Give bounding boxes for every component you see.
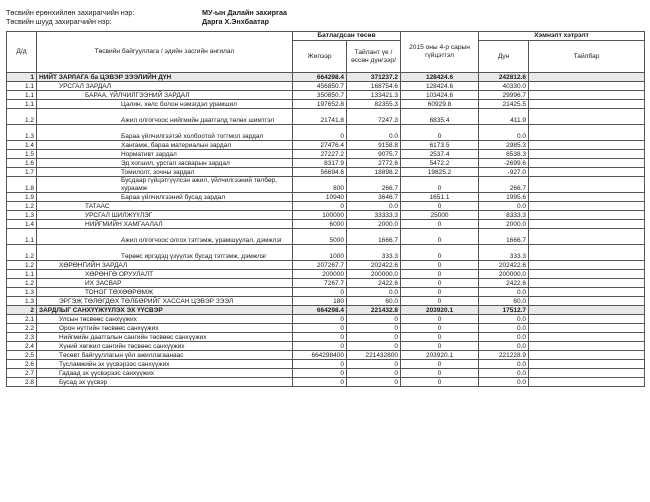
row-note [529, 229, 645, 245]
column-header-report-period: Тайлант үе /өссөн дүнгээр/ [347, 41, 401, 73]
row-note [529, 73, 645, 82]
row-name: Тусламжийн эх үүсвэрээс санхүүжих [37, 360, 293, 369]
table-row [7, 297, 645, 306]
row-number: 1.3 [7, 297, 37, 306]
row-number: 1.2 [7, 202, 37, 211]
row-name: Цалин, хөлс болон нэмэгдэл урамшил [37, 100, 293, 109]
table-row [7, 245, 645, 261]
row-report-period: 2422.6 [347, 279, 401, 288]
row-name: Ажил олгогчоос олгох тэтгэмж, урамшуулал, дэмжлэг [37, 229, 293, 245]
row-name: ЭРГЭЖ ТӨЛӨГДӨХ ТӨЛБӨРИЙГ ХАССАН ЦЭВЭР ЗЭЭЛ [37, 297, 293, 306]
row-number: 2.2 [7, 324, 37, 333]
row-note [529, 159, 645, 168]
row-name: Улсын төсвөөс санхүүжих [37, 315, 293, 324]
table-row [7, 315, 645, 324]
row-report-period: 2000.0 [347, 220, 401, 229]
row-name: Нормативт зардал [37, 150, 293, 159]
table-row [7, 270, 645, 279]
row-approved: 0 [293, 202, 347, 211]
row-approved: 0 [293, 315, 347, 324]
table-row [7, 324, 645, 333]
row-report-period: 200000.0 [347, 270, 401, 279]
row-performance: 0 [401, 125, 479, 141]
row-approved: 180 [293, 297, 347, 306]
row-performance: 0 [401, 288, 479, 297]
row-report-period: 0.0 [347, 202, 401, 211]
row-performance: 0 [401, 245, 479, 261]
row-name: ИХ ЗАСВАР [37, 279, 293, 288]
row-approved: 27227.2 [293, 150, 347, 159]
table-row [7, 193, 645, 202]
row-approved: 456850.7 [293, 82, 347, 91]
row-approved: 350850.7 [293, 91, 347, 100]
row-number: 1.4 [7, 141, 37, 150]
row-report-period: 82355.3 [347, 100, 401, 109]
row-performance: 0 [401, 229, 479, 245]
table-row [7, 288, 645, 297]
row-diff-amount: 242812.6 [479, 73, 529, 82]
row-approved: 0 [293, 324, 347, 333]
row-number: 1.1 [7, 100, 37, 109]
budget-manager-label: Төсвийн ерөнхийлөн захирагчийн нэр: [6, 8, 135, 17]
row-diff-amount: 0.0 [479, 202, 529, 211]
row-performance: 0 [401, 324, 479, 333]
row-diff-amount: 6538.3 [479, 150, 529, 159]
row-note [529, 315, 645, 324]
row-report-period: 0 [347, 315, 401, 324]
row-name: Төсөвт байгууллагын үйл ажиллагаанаас [37, 351, 293, 360]
row-diff-amount: 17512.7 [479, 306, 529, 315]
row-report-period: 0 [347, 378, 401, 387]
row-approved: 0 [293, 369, 347, 378]
direct-manager-line [6, 17, 269, 26]
row-approved: 0 [293, 333, 347, 342]
row-number: 2.8 [7, 378, 37, 387]
row-note [529, 202, 645, 211]
row-diff-amount: 0.0 [479, 378, 529, 387]
row-diff-amount: 202422.6 [479, 261, 529, 270]
table-row [7, 360, 645, 369]
row-name: Эд хогшил, урсгал засварын зардал [37, 159, 293, 168]
row-approved: 5000 [293, 229, 347, 245]
row-diff-amount: 0.0 [479, 288, 529, 297]
row-diff-amount: 8333.3 [479, 211, 529, 220]
row-name: Ажил олгогчоос нийгмийн даатгалд төлөх шимтгэл [37, 109, 293, 125]
row-number: 1.2 [7, 245, 37, 261]
row-note [529, 369, 645, 378]
row-note [529, 109, 645, 125]
row-diff-amount: 0.0 [479, 333, 529, 342]
row-number: 1.2 [7, 279, 37, 288]
row-performance: 203920.1 [401, 306, 479, 315]
row-name: БАРАА, ҮЙЛЧИЛГЭЭНИЙ ЗАРДАЛ [37, 91, 293, 100]
table-row [7, 211, 645, 220]
row-name: НИЙГМИЙН ХАМГААЛАЛ [37, 220, 293, 229]
column-header-approved: Жилээр [293, 41, 347, 73]
row-performance: 6173.5 [401, 141, 479, 150]
budget-table [6, 31, 645, 387]
row-note [529, 91, 645, 100]
row-performance: 0 [401, 315, 479, 324]
table-row [7, 229, 645, 245]
row-approved: 27476.4 [293, 141, 347, 150]
row-name: Орон нутгийн төсвөөс санхүүжих [37, 324, 293, 333]
row-note [529, 177, 645, 193]
row-number: 1.1 [7, 91, 37, 100]
row-diff-amount: 200000.0 [479, 270, 529, 279]
row-number: 1.3 [7, 211, 37, 220]
row-note [529, 82, 645, 91]
table-row [7, 261, 645, 270]
table-row [7, 159, 645, 168]
row-name: УРСГАЛ ШИЛЖҮҮЛЭГ [37, 211, 293, 220]
row-diff-amount: 0.0 [479, 324, 529, 333]
column-header-no: Д/д [7, 32, 37, 73]
table-row [7, 82, 645, 91]
row-number: 1.4 [7, 220, 37, 229]
row-number: 2.1 [7, 315, 37, 324]
row-report-period: 1666.7 [347, 229, 401, 245]
row-number: 1.6 [7, 159, 37, 168]
row-diff-amount: 0.0 [479, 369, 529, 378]
row-diff-amount: 40330.0 [479, 82, 529, 91]
row-number: 2.4 [7, 342, 37, 351]
row-note [529, 261, 645, 270]
row-approved: 56694.6 [293, 168, 347, 177]
row-performance: 128424.6 [401, 82, 479, 91]
row-note [529, 125, 645, 141]
row-name: Нийгмийн даатгалын сангийн төсвөөс санхүүжих [37, 333, 293, 342]
row-report-period: 221432800 [347, 351, 401, 360]
table-row [7, 73, 645, 82]
row-approved: 664298.4 [293, 73, 347, 82]
row-name: Бусдаар гүйцэтгүүлсэн ажил, үйлчилгээний төлбөр, хураамж [37, 177, 293, 193]
row-approved: 6000 [293, 220, 347, 229]
row-name: ТАТААС [37, 202, 293, 211]
row-note [529, 245, 645, 261]
row-note [529, 220, 645, 229]
row-performance: 60929.8 [401, 100, 479, 109]
row-number: 2 [7, 306, 37, 315]
row-performance: 0 [401, 261, 479, 270]
row-report-period: 133421.3 [347, 91, 401, 100]
row-note [529, 211, 645, 220]
budget-manager-line [6, 8, 287, 17]
row-performance: 0 [401, 342, 479, 351]
column-header-performance: 2015 оны 4-р сарын гүйцэтгэл [401, 32, 479, 73]
table-row [7, 333, 645, 342]
row-report-period: 0 [347, 342, 401, 351]
row-performance: 0 [401, 360, 479, 369]
row-diff-amount: 1995.6 [479, 193, 529, 202]
row-number: 1.2 [7, 261, 37, 270]
row-report-period: 0 [347, 333, 401, 342]
row-number: 1.1 [7, 82, 37, 91]
row-approved: 0 [293, 378, 347, 387]
table-row [7, 168, 645, 177]
row-performance: 0 [401, 378, 479, 387]
row-approved: 800 [293, 177, 347, 193]
row-diff-amount: 1666.7 [479, 229, 529, 245]
row-note [529, 141, 645, 150]
row-approved: 1000 [293, 245, 347, 261]
row-performance: 1651.1 [401, 193, 479, 202]
row-performance: 0 [401, 297, 479, 306]
table-row [7, 125, 645, 141]
row-performance: 5472.2 [401, 159, 479, 168]
row-performance: 128424.6 [401, 73, 479, 82]
row-performance: 0 [401, 202, 479, 211]
row-name: Гадаад эх үүсвэрээс санхүүжих [37, 369, 293, 378]
row-approved: 10940 [293, 193, 347, 202]
row-diff-amount: 60.0 [479, 297, 529, 306]
row-note [529, 193, 645, 202]
direct-manager-value: Дарга Х.Энхбаатар [202, 17, 269, 26]
row-report-period: 9158.8 [347, 141, 401, 150]
row-approved: 0 [293, 125, 347, 141]
column-group-difference: Хэмнэлт хэтрэлт [479, 32, 645, 41]
table-row [7, 220, 645, 229]
row-report-period: 18898.2 [347, 168, 401, 177]
row-report-period: 33333.3 [347, 211, 401, 220]
table-row [7, 150, 645, 159]
row-note [529, 342, 645, 351]
column-header-name: Төсвийн байгууллага / эдийн засгийн ангилал [37, 32, 293, 73]
row-report-period: 7247.3 [347, 109, 401, 125]
row-report-period: 0 [347, 369, 401, 378]
row-diff-amount: 2422.6 [479, 279, 529, 288]
row-name: Хангамж, бараа материалын зардал [37, 141, 293, 150]
row-number: 2.7 [7, 369, 37, 378]
row-note [529, 150, 645, 159]
row-diff-amount: 0.0 [479, 315, 529, 324]
row-note [529, 279, 645, 288]
row-performance: 6835.4 [401, 109, 479, 125]
row-number: 1.3 [7, 125, 37, 141]
row-report-period: 3646.7 [347, 193, 401, 202]
row-number: 2.3 [7, 333, 37, 342]
row-approved: 7267.7 [293, 279, 347, 288]
row-diff-amount: -927.0 [479, 168, 529, 177]
row-report-period: 0.0 [347, 288, 401, 297]
row-note [529, 378, 645, 387]
row-note [529, 324, 645, 333]
row-note [529, 351, 645, 360]
row-performance: 0 [401, 369, 479, 378]
row-number: 1.3 [7, 288, 37, 297]
row-report-period: 9075.7 [347, 150, 401, 159]
row-diff-amount: 411.9 [479, 109, 529, 125]
table-row [7, 369, 645, 378]
row-name: ХӨРӨНГӨ ОРУУЛАЛТ [37, 270, 293, 279]
row-performance: 203920.1 [401, 351, 479, 360]
table-body [7, 73, 645, 387]
row-diff-amount: 333.3 [479, 245, 529, 261]
row-number: 2.6 [7, 360, 37, 369]
table-row [7, 202, 645, 211]
row-number: 1.9 [7, 193, 37, 202]
row-approved: 207267.7 [293, 261, 347, 270]
row-name: Бараа үйлчилгээтэй холбоотой тогтмол зардал [37, 125, 293, 141]
row-performance: 0 [401, 220, 479, 229]
row-report-period: 202422.6 [347, 261, 401, 270]
row-diff-amount: 0.0 [479, 342, 529, 351]
table-row [7, 100, 645, 109]
row-approved: 100000 [293, 211, 347, 220]
row-number: 1.1 [7, 270, 37, 279]
row-number: 1.5 [7, 150, 37, 159]
row-report-period: 0.0 [347, 125, 401, 141]
row-report-period: 371237.2 [347, 73, 401, 82]
row-name: Хүний хөгжил сангийн төсвөөс санхүүжих [37, 342, 293, 351]
row-report-period: 333.3 [347, 245, 401, 261]
row-number: 1.7 [7, 168, 37, 177]
row-note [529, 306, 645, 315]
table-row [7, 279, 645, 288]
row-report-period: 168754.6 [347, 82, 401, 91]
row-approved: 200000 [293, 270, 347, 279]
table-row [7, 177, 645, 193]
row-number: 1.2 [7, 109, 37, 125]
row-diff-amount: 0.0 [479, 360, 529, 369]
row-note [529, 270, 645, 279]
row-approved: 21741.8 [293, 109, 347, 125]
budget-manager-value: МУ-ын Далайн захиргаа [202, 8, 288, 17]
row-approved: 0 [293, 288, 347, 297]
row-performance: 25000 [401, 211, 479, 220]
row-approved: 0 [293, 360, 347, 369]
column-header-note: Тайлбар [529, 41, 645, 73]
row-report-period: 0 [347, 324, 401, 333]
row-performance: 0 [401, 177, 479, 193]
row-number: 2.5 [7, 351, 37, 360]
row-name: ХӨРӨНГИЙН ЗАРДАЛ [37, 261, 293, 270]
row-performance: 0 [401, 270, 479, 279]
row-approved: 664298400 [293, 351, 347, 360]
row-diff-amount: 266.7 [479, 177, 529, 193]
row-note [529, 168, 645, 177]
table-row [7, 91, 645, 100]
row-note [529, 288, 645, 297]
row-number: 1.8 [7, 177, 37, 193]
row-report-period: 2772.6 [347, 159, 401, 168]
row-number: 1.1 [7, 229, 37, 245]
row-performance: 0 [401, 279, 479, 288]
row-diff-amount: 0.0 [479, 125, 529, 141]
row-performance: 103424.6 [401, 91, 479, 100]
row-note [529, 333, 645, 342]
row-name: Бусад эх үүсвэр [37, 378, 293, 387]
row-performance: 19825.2 [401, 168, 479, 177]
row-note [529, 360, 645, 369]
row-name: Бараа үйлчилгээний бусад зардал [37, 193, 293, 202]
table-row [7, 109, 645, 125]
row-report-period: 0 [347, 360, 401, 369]
row-performance: 2537.4 [401, 150, 479, 159]
row-approved: 8317.9 [293, 159, 347, 168]
row-approved: 0 [293, 342, 347, 351]
row-report-period: 60.0 [347, 297, 401, 306]
column-header-diff-amount: Дүн [479, 41, 529, 73]
row-performance: 0 [401, 333, 479, 342]
row-report-period: 221432.8 [347, 306, 401, 315]
table-row [7, 141, 645, 150]
table-row [7, 306, 645, 315]
row-approved: 664298.4 [293, 306, 347, 315]
direct-manager-label: Төсвийн шууд захирагчийн нэр: [6, 17, 112, 26]
table-row [7, 351, 645, 360]
table-row [7, 342, 645, 351]
row-name: ТОНОГ ТӨХӨӨРӨМЖ [37, 288, 293, 297]
row-name: ЗАРДЛЫГ САНХҮҮЖҮҮЛЭХ ЭХ ҮҮСВЭР [37, 306, 293, 315]
row-report-period: 266.7 [347, 177, 401, 193]
row-diff-amount: 21425.5 [479, 100, 529, 109]
column-group-approved: Батлагдсан төсөв [293, 32, 401, 41]
row-name: Томилолт, зочны зардал [37, 168, 293, 177]
row-diff-amount: 2000.0 [479, 220, 529, 229]
row-note [529, 100, 645, 109]
row-note [529, 297, 645, 306]
table-row [7, 378, 645, 387]
row-diff-amount: 2985.3 [479, 141, 529, 150]
row-diff-amount: -2699.6 [479, 159, 529, 168]
row-diff-amount: 29996.7 [479, 91, 529, 100]
row-name: Төрөөс иргэдэд үзүүлэх бусад тэтгэмж, дэмжлэг [37, 245, 293, 261]
row-name: УРСГАЛ ЗАРДАЛ [37, 82, 293, 91]
row-name: НИЙТ ЗАРЛАГА ба ЦЭВЭР ЗЭЭЛИЙН ДҮН [37, 73, 293, 82]
row-diff-amount: 221228.9 [479, 351, 529, 360]
row-number: 1 [7, 73, 37, 82]
row-approved: 197652.8 [293, 100, 347, 109]
